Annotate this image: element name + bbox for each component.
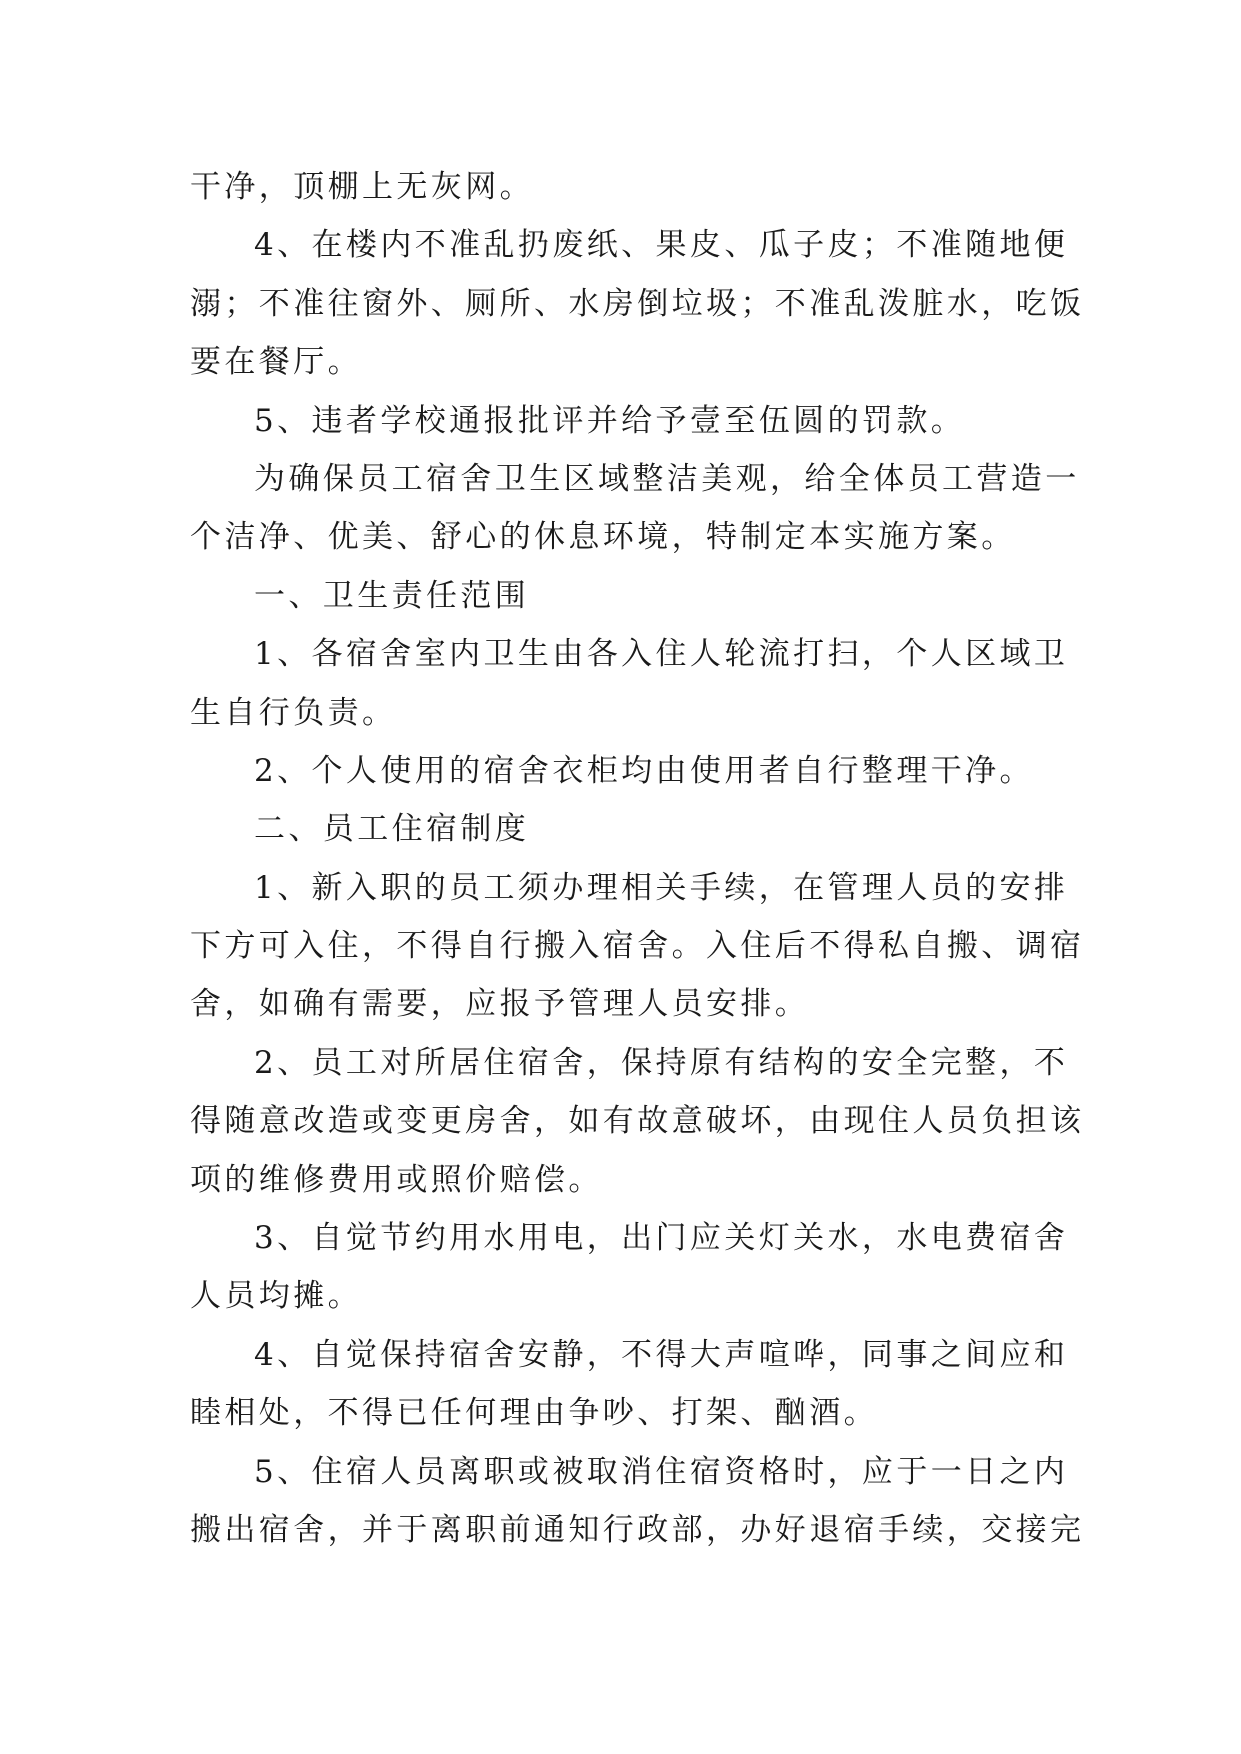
text-line: 5、住宿人员离职或被取消住宿资格时，应于一日之内	[254, 1453, 1069, 1490]
text-line: 舍，如确有需要，应报予管理人员安排。	[190, 986, 810, 1023]
text-line: 1、各宿舍室内卫生由各入住人轮流打扫，个人区域卫	[254, 636, 1069, 673]
text-line: 5、违者学校通报批评并给予壹至伍圆的罚款。	[254, 402, 966, 439]
text-line: 为确保员工宿舍卫生区域整洁美观，给全体员工营造一	[254, 460, 1080, 497]
section-heading: 二、员工住宿制度	[254, 811, 530, 848]
text-line: 干净，顶棚上无灰网。	[190, 169, 534, 205]
document-body	[190, 158, 1085, 1559]
text-line: 人员均摊。	[190, 1278, 362, 1315]
text-line: 项的维修费用或照价赔偿。	[190, 1161, 603, 1198]
text-line: 生自行负责。	[190, 694, 397, 731]
text-line: 1、新入职的员工须办理相关手续，在管理人员的安排	[254, 869, 1069, 906]
text-line: 搬出宿舍，并于离职前通知行政部，办好退宿手续，交接完	[190, 1511, 1085, 1548]
text-line: 2、员工对所居住宿舍，保持原有结构的安全完整，不	[254, 1044, 1069, 1081]
text-line: 个洁净、优美、舒心的休息环境，特制定本实施方案。	[190, 519, 1016, 556]
text-line: 3、自觉节约用水用电，出门应关灯关水，水电费宿舍	[254, 1220, 1069, 1257]
text-line: 要在餐厅。	[190, 344, 362, 381]
text-line: 得随意改造或变更房舍，如有故意破坏，由现住人员负担该	[190, 1103, 1085, 1140]
text-line: 睦相处，不得已任何理由争吵、打架、酗酒。	[190, 1395, 878, 1432]
text-line: 下方可入住，不得自行搬入宿舍。入住后不得私自搬、调宿	[190, 928, 1085, 965]
section-heading: 一、卫生责任范围	[254, 577, 530, 614]
text-line: 2、个人使用的宿舍衣柜均由使用者自行整理干净。	[254, 752, 1034, 789]
text-line: 4、在楼内不准乱扔废纸、果皮、瓜子皮；不准随地便	[254, 227, 1069, 264]
text-line: 溺；不准往窗外、厕所、水房倒垃圾；不准乱泼脏水，吃饭	[190, 285, 1085, 322]
text-line: 4、自觉保持宿舍安静，不得大声喧哗，同事之间应和	[254, 1336, 1069, 1373]
